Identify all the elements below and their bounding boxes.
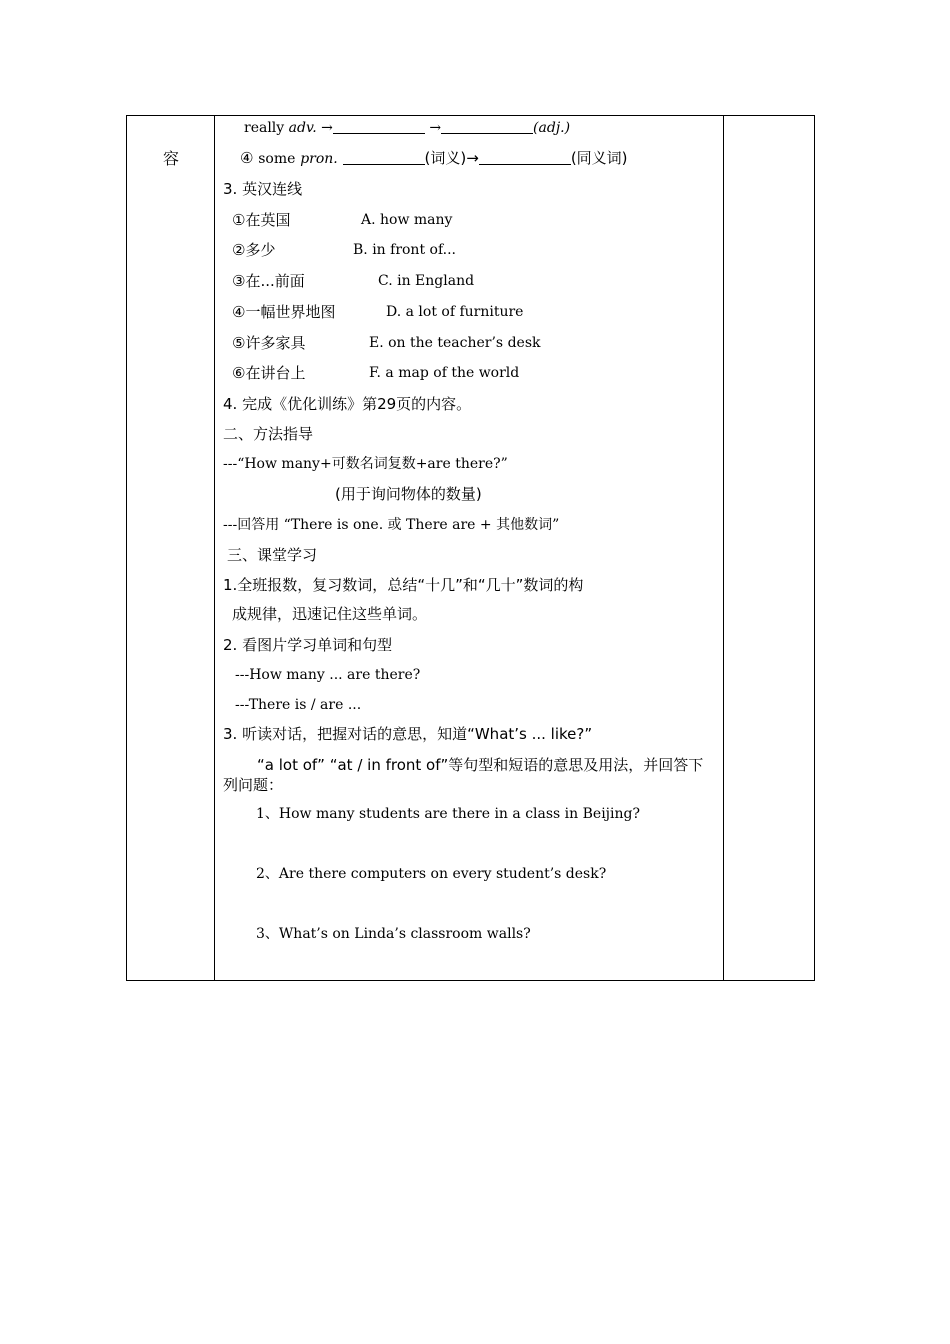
blank-2 [441,119,533,134]
learn-item-3a: 3. 听读对话，把握对话的意思，知道“What’s ... like?” [223,725,593,743]
some-pos: pron. [300,151,338,167]
method-line-3: ---回答用 “There is one. 或 There are + 其他数词” [223,517,560,533]
method-line-2: (用于询问物体的数量) [335,485,482,503]
some-word: some [258,151,296,167]
match-right-6: F. a map of the world [369,365,520,381]
section-2-title: 二、方法指导 [223,425,314,443]
question-3: 3、What’s on Linda’s classroom walls? [256,926,531,942]
label-cell: 容 [162,149,179,168]
pattern-there-is: ---There is / are ... [235,697,362,713]
learn-item-1b: 成规律，迅速记住这些单词。 [232,605,428,623]
some-num: ④ [240,149,254,167]
blank-4 [479,150,571,165]
pattern-how-many: ---How many ... are there? [235,667,421,683]
match-left-2: ②多少 [232,241,276,259]
match-right-1: A. how many [361,212,453,228]
section-3-title: 三、课堂学习 [227,546,318,564]
antonym-label: (词义)→ [424,149,479,167]
vocab-really-line [244,118,570,138]
match-right-5: E. on the teacher’s desk [369,335,541,351]
learn-item-3b: “a lot of” “at / in front of”等句型和短语的意思及用法，并回答下列问题： [223,756,704,794]
question-1: 1、How many students are there in a class in Beijing? [256,806,640,822]
adj-label: (adj.) [533,120,571,136]
match-left-1: ①在英国 [232,211,291,229]
match-right-2: B. in front of... [353,242,456,258]
match-left-3: ③在...前面 [232,272,305,290]
column-divider-1 [214,116,215,980]
match-left-4: ④一幅世界地图 [232,303,336,321]
learn-item-1a: 1.全班报数，复习数词，总结“十几”和“几十”数词的构 [223,576,584,594]
match-left-6: ⑥在讲台上 [232,364,306,382]
match-heading: 3. 英汉连线 [223,180,303,198]
blank-1 [333,119,425,134]
question-2: 2、Are there computers on every student’s desk? [256,866,607,882]
arrow-2: → [429,120,442,136]
arrow-1: → [321,120,333,136]
match-right-4: D. a lot of furniture [386,304,524,320]
lesson-table [126,115,815,981]
learn-item-2: 2. 看图片学习单词和句型 [223,636,393,654]
synonym-label: (同义词) [570,149,628,167]
match-left-5: ⑤许多家具 [232,334,306,352]
blank-3 [343,150,425,165]
match-right-3: C. in England [378,273,475,289]
task-4: 4. 完成《优化训练》第29页的内容。 [223,395,472,413]
really-pos: adv. [288,120,317,136]
column-divider-2 [723,116,724,980]
vocab-some-line [240,148,628,169]
method-line-1: ---“How many+可数名词复数+are there?” [223,456,508,472]
really-word: really [244,120,285,136]
